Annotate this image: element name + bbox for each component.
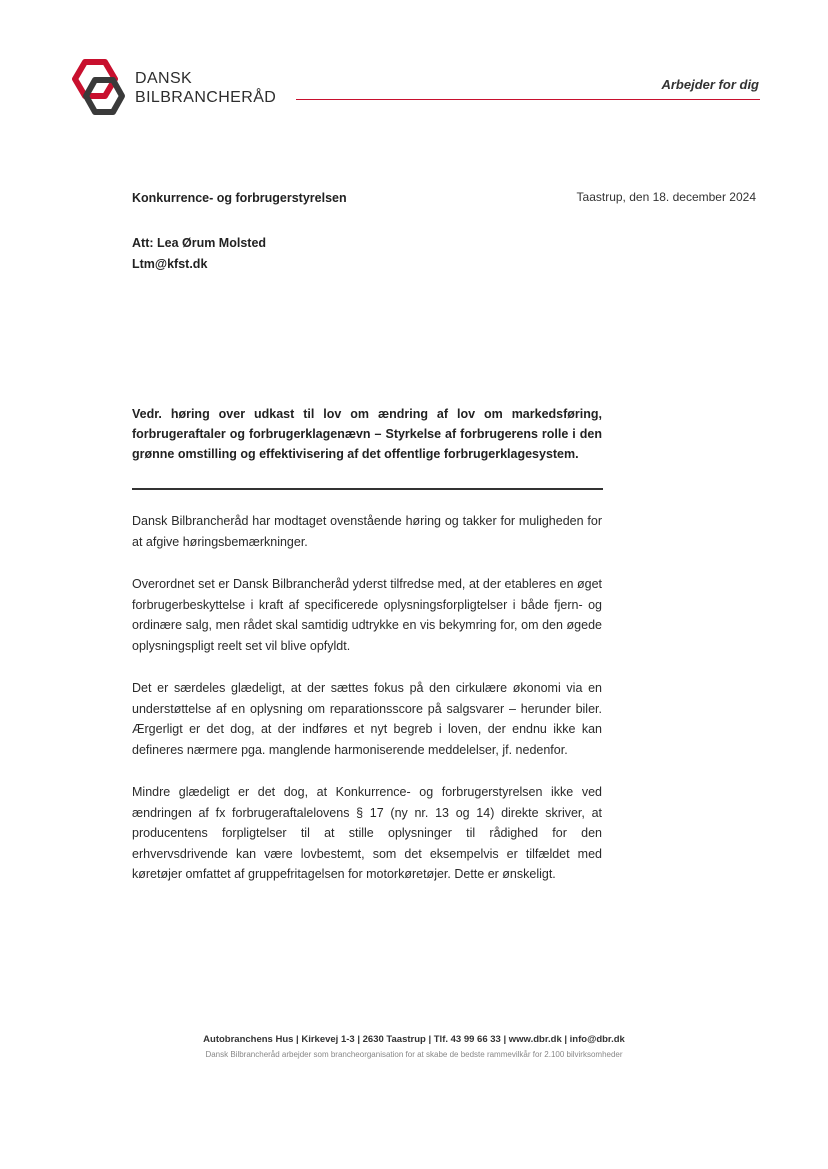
attention-block	[132, 233, 266, 275]
attention-name: Att: Lea Ørum Molsted	[132, 236, 267, 250]
tagline: Arbejder for dig	[661, 77, 759, 92]
subject-rule	[132, 488, 603, 490]
footer-contact: Autobranchens Hus | Kirkevej 1-3 | 2630 Taastrup | Tlf. 43 99 66 33 | www.dbr.dk | info@dbr.dk	[203, 1034, 625, 1045]
brand-line-1: DANSK	[135, 70, 193, 87]
logo-icon	[72, 58, 132, 120]
paragraph-1: Dansk Bilbrancheråd har modtaget ovenstående høring og takker for muligheden for at afgive høringsbemærkninger.	[132, 514, 602, 549]
letter-date: Taastrup, den 18. december 2024	[576, 190, 756, 204]
paragraph-4: Mindre glædeligt er det dog, at Konkurrence- og forbrugerstyrelsen ikke ved ændringen af fx forbrugeraftalelovens § 17 (ny nr. 13 og 14) direkte skriver, at producentens forpligtelser til at stille oplysninger til rådighed for den erhvervsdrivende kan være lovbestemt, som det eksempelvis er tilfældet med køretøjer omfattet af gruppefritagelsen for motorkøretøjer. Dette er ønskeligt.	[132, 785, 602, 881]
letter-body	[132, 511, 602, 907]
paragraph-2: Overordnet set er Dansk Bilbrancheråd yderst tilfredse med, at der etableres en øget forbrugerbeskyttelse i kraft af specificerede oplysningsforpligtelser i både fjern- og ordinære salg, men rådet skal samtidig udtrykke en vis bekymring for, om den øgede oplysningspligt reelt set vil blive opfyldt.	[132, 577, 602, 653]
brand-name	[135, 69, 276, 107]
brand-line-2: BILBRANCHERÅD	[135, 89, 277, 106]
footer-description: Dansk Bilbrancheråd arbejder som brancheorganisation for at skabe de bedste rammevilkår for 2.100 bilvirksomheder	[205, 1050, 623, 1059]
recipient: Konkurrence- og forbrugerstyrelsen	[132, 191, 347, 205]
header-rule	[296, 99, 760, 100]
paragraph-3: Det er særdeles glædeligt, at der sættes fokus på den cirkulære økonomi via en understøttelse af en oplysning om reparationsscore på salgsvarer – herunder biler. Ærgerligt er det dog, at der indføres et nyt begreb i loven, der endnu ikke kan defineres nærmere pga. manglende harmoniserende meddelelser, jf. nedenfor.	[132, 681, 602, 757]
subject-heading: Vedr. høring over udkast til lov om ændring af lov om markedsføring, forbrugeraftaler og forbrugerklagenævn – Styrkelse af forbrugerens rolle i den grønne omstilling og effektivisering af det offentlige forbrugerklagesystem.	[132, 407, 602, 461]
attention-email: Ltm@kfst.dk	[132, 257, 208, 271]
